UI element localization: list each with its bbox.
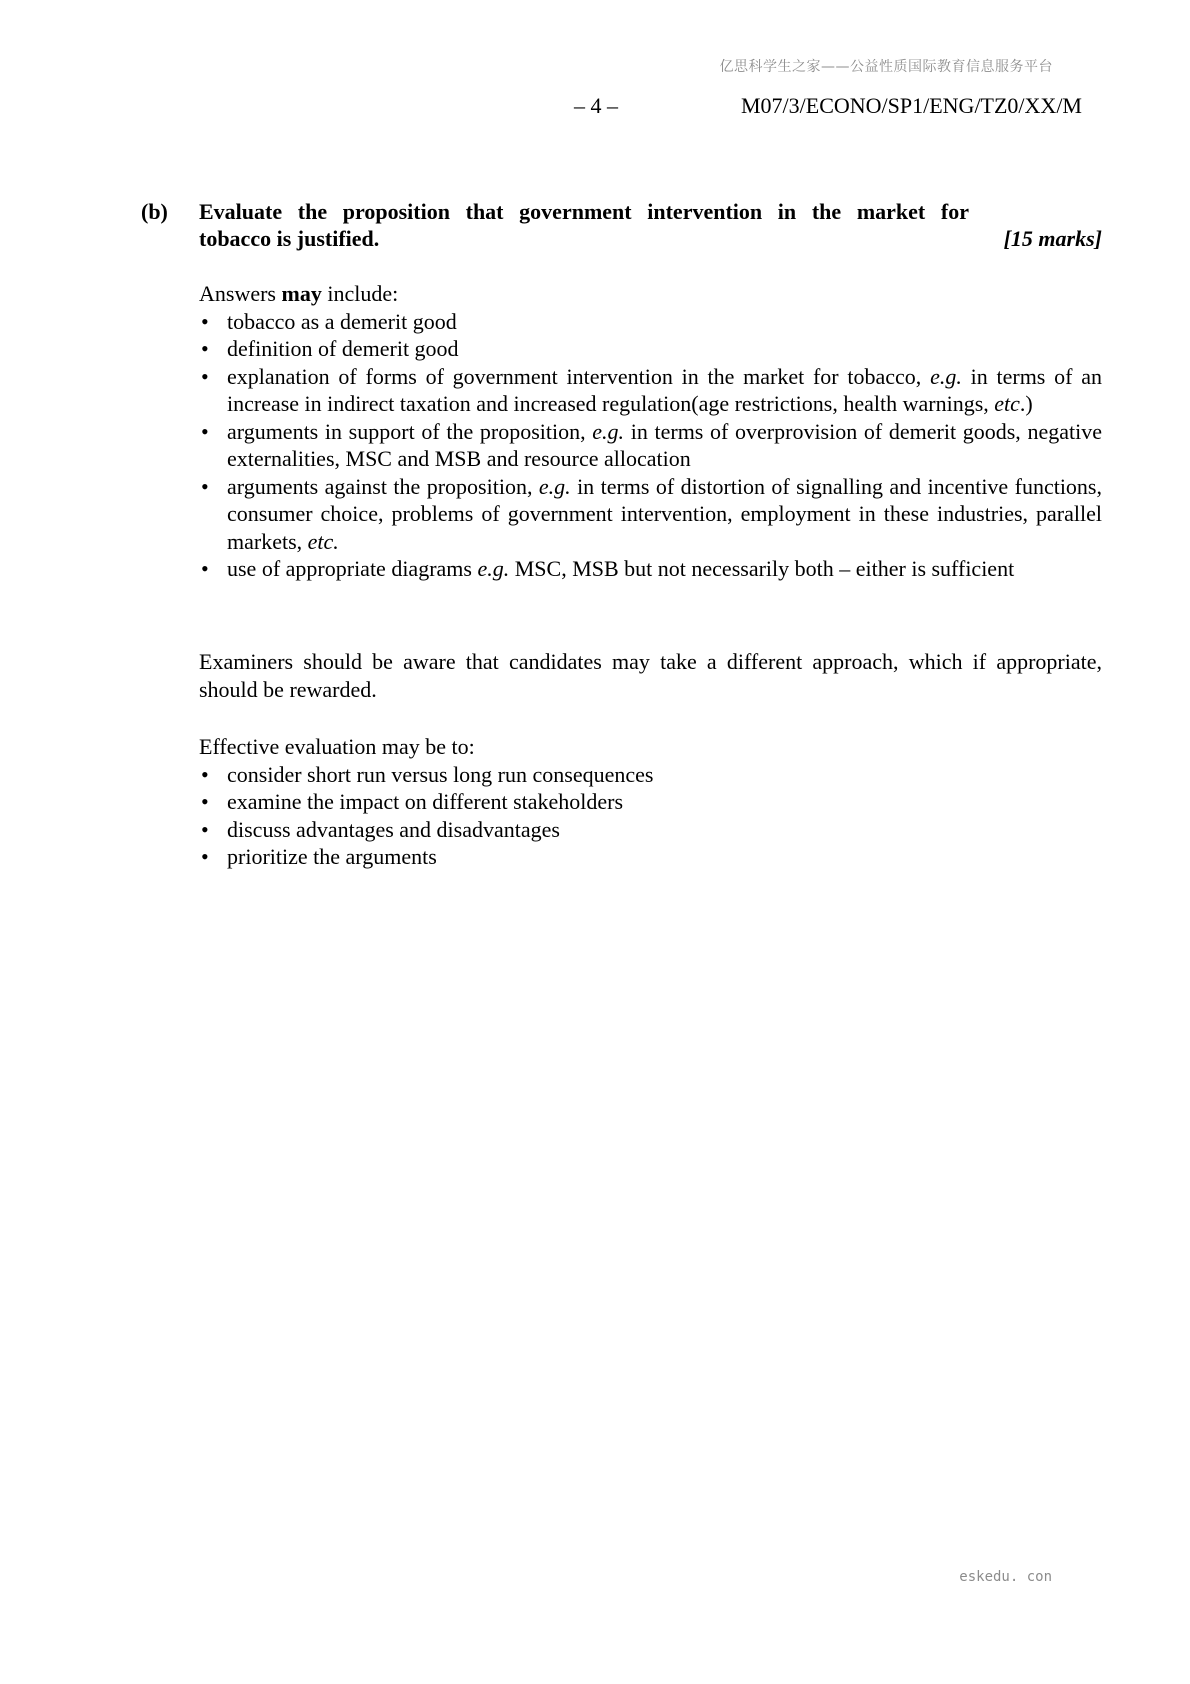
bullet-icon: •	[201, 844, 209, 869]
question-marks: [15 marks]	[1003, 226, 1102, 251]
list-item-italic: e.g.	[538, 473, 571, 499]
examiners-note	[199, 648, 1102, 703]
footer-site-text: eskedu. con	[959, 1569, 1052, 1585]
list-item	[199, 308, 1102, 336]
list-item	[199, 555, 1102, 583]
list-item-text: discuss advantages and disadvantages	[227, 816, 560, 842]
list-item-text: consider short run versus long run consequences	[227, 761, 654, 787]
answers-section	[199, 280, 1102, 583]
list-item-text: in terms of distortion of signalling and incentive functions, consumer choice, problems of government intervention, employment in these industries, parallel markets,	[227, 473, 1102, 554]
list-item	[199, 788, 1102, 816]
question-text-line1: Evaluate the proposition that government intervention in the market for	[199, 199, 969, 224]
answers-intro	[199, 280, 1102, 308]
list-item-text: prioritize the arguments	[227, 844, 437, 869]
bullet-icon: •	[201, 336, 209, 361]
list-item-italic: etc.	[307, 528, 339, 554]
list-item	[199, 335, 1102, 363]
question-letter: (b)	[141, 199, 168, 224]
evaluation-intro: Effective evaluation may be to:	[199, 734, 475, 759]
list-item-italic: e.g.	[930, 363, 962, 389]
bullet-icon: •	[201, 418, 209, 444]
question-b	[141, 198, 1102, 252]
list-item-text: use of appropriate diagrams	[227, 556, 478, 581]
bullet-icon: •	[201, 556, 209, 581]
list-item-text: .)	[1019, 391, 1033, 416]
list-item	[199, 816, 1102, 844]
watermark-text: 亿思科学生之家——公益性质国际教育信息服务平台	[719, 59, 1053, 75]
question-text-line2: tobacco is justified.	[199, 226, 380, 251]
bullet-icon: •	[201, 816, 209, 842]
list-item	[199, 473, 1102, 556]
list-item	[199, 761, 1102, 789]
evaluation-list	[199, 761, 1102, 871]
list-item	[199, 843, 1102, 871]
document-reference: M07/3/ECONO/SP1/ENG/TZ0/XX/M	[740, 93, 1082, 118]
list-item-text: in terms of an increase in indirect taxation and increased regulation(age restrictions, health warnings,	[227, 363, 1102, 416]
bullet-icon: •	[201, 761, 209, 787]
examiners-note-text: Examiners should be aware that candidates may take a different approach, which if appropriate, should be rewarded.	[199, 649, 1102, 702]
list-item-text: MSC, MSB but not necessarily both – either is sufficient	[509, 556, 1015, 581]
list-item-text: in terms of overprovision of demerit goods, negative externalities, MSC and MSB and resource allocation	[227, 418, 1102, 471]
answers-intro-pre: Answers	[199, 281, 282, 306]
bullet-icon: •	[201, 308, 209, 334]
answers-intro-post: include:	[321, 281, 399, 306]
answers-list	[199, 308, 1102, 583]
list-item-text: arguments in support of the proposition,	[227, 418, 593, 444]
list-item-italic: e.g.	[477, 556, 510, 581]
list-item-text: definition of demerit good	[227, 336, 459, 361]
list-item-text: examine the impact on different stakeholders	[227, 789, 624, 814]
bullet-icon: •	[201, 363, 209, 389]
list-item	[199, 363, 1102, 418]
evaluation-section	[199, 733, 1102, 871]
bullet-icon: •	[201, 789, 209, 814]
page-number: – 4 –	[574, 93, 618, 118]
list-item	[199, 418, 1102, 473]
list-item-italic: etc	[994, 391, 1020, 416]
list-item-italic: e.g.	[592, 418, 625, 444]
list-item-text: tobacco as a demerit good	[227, 308, 457, 334]
bullet-icon: •	[201, 473, 209, 499]
list-item-text: arguments against the proposition,	[227, 473, 539, 499]
list-item-text: explanation of forms of government intervention in the market for tobacco,	[227, 363, 931, 389]
answers-intro-bold: may	[281, 281, 322, 306]
